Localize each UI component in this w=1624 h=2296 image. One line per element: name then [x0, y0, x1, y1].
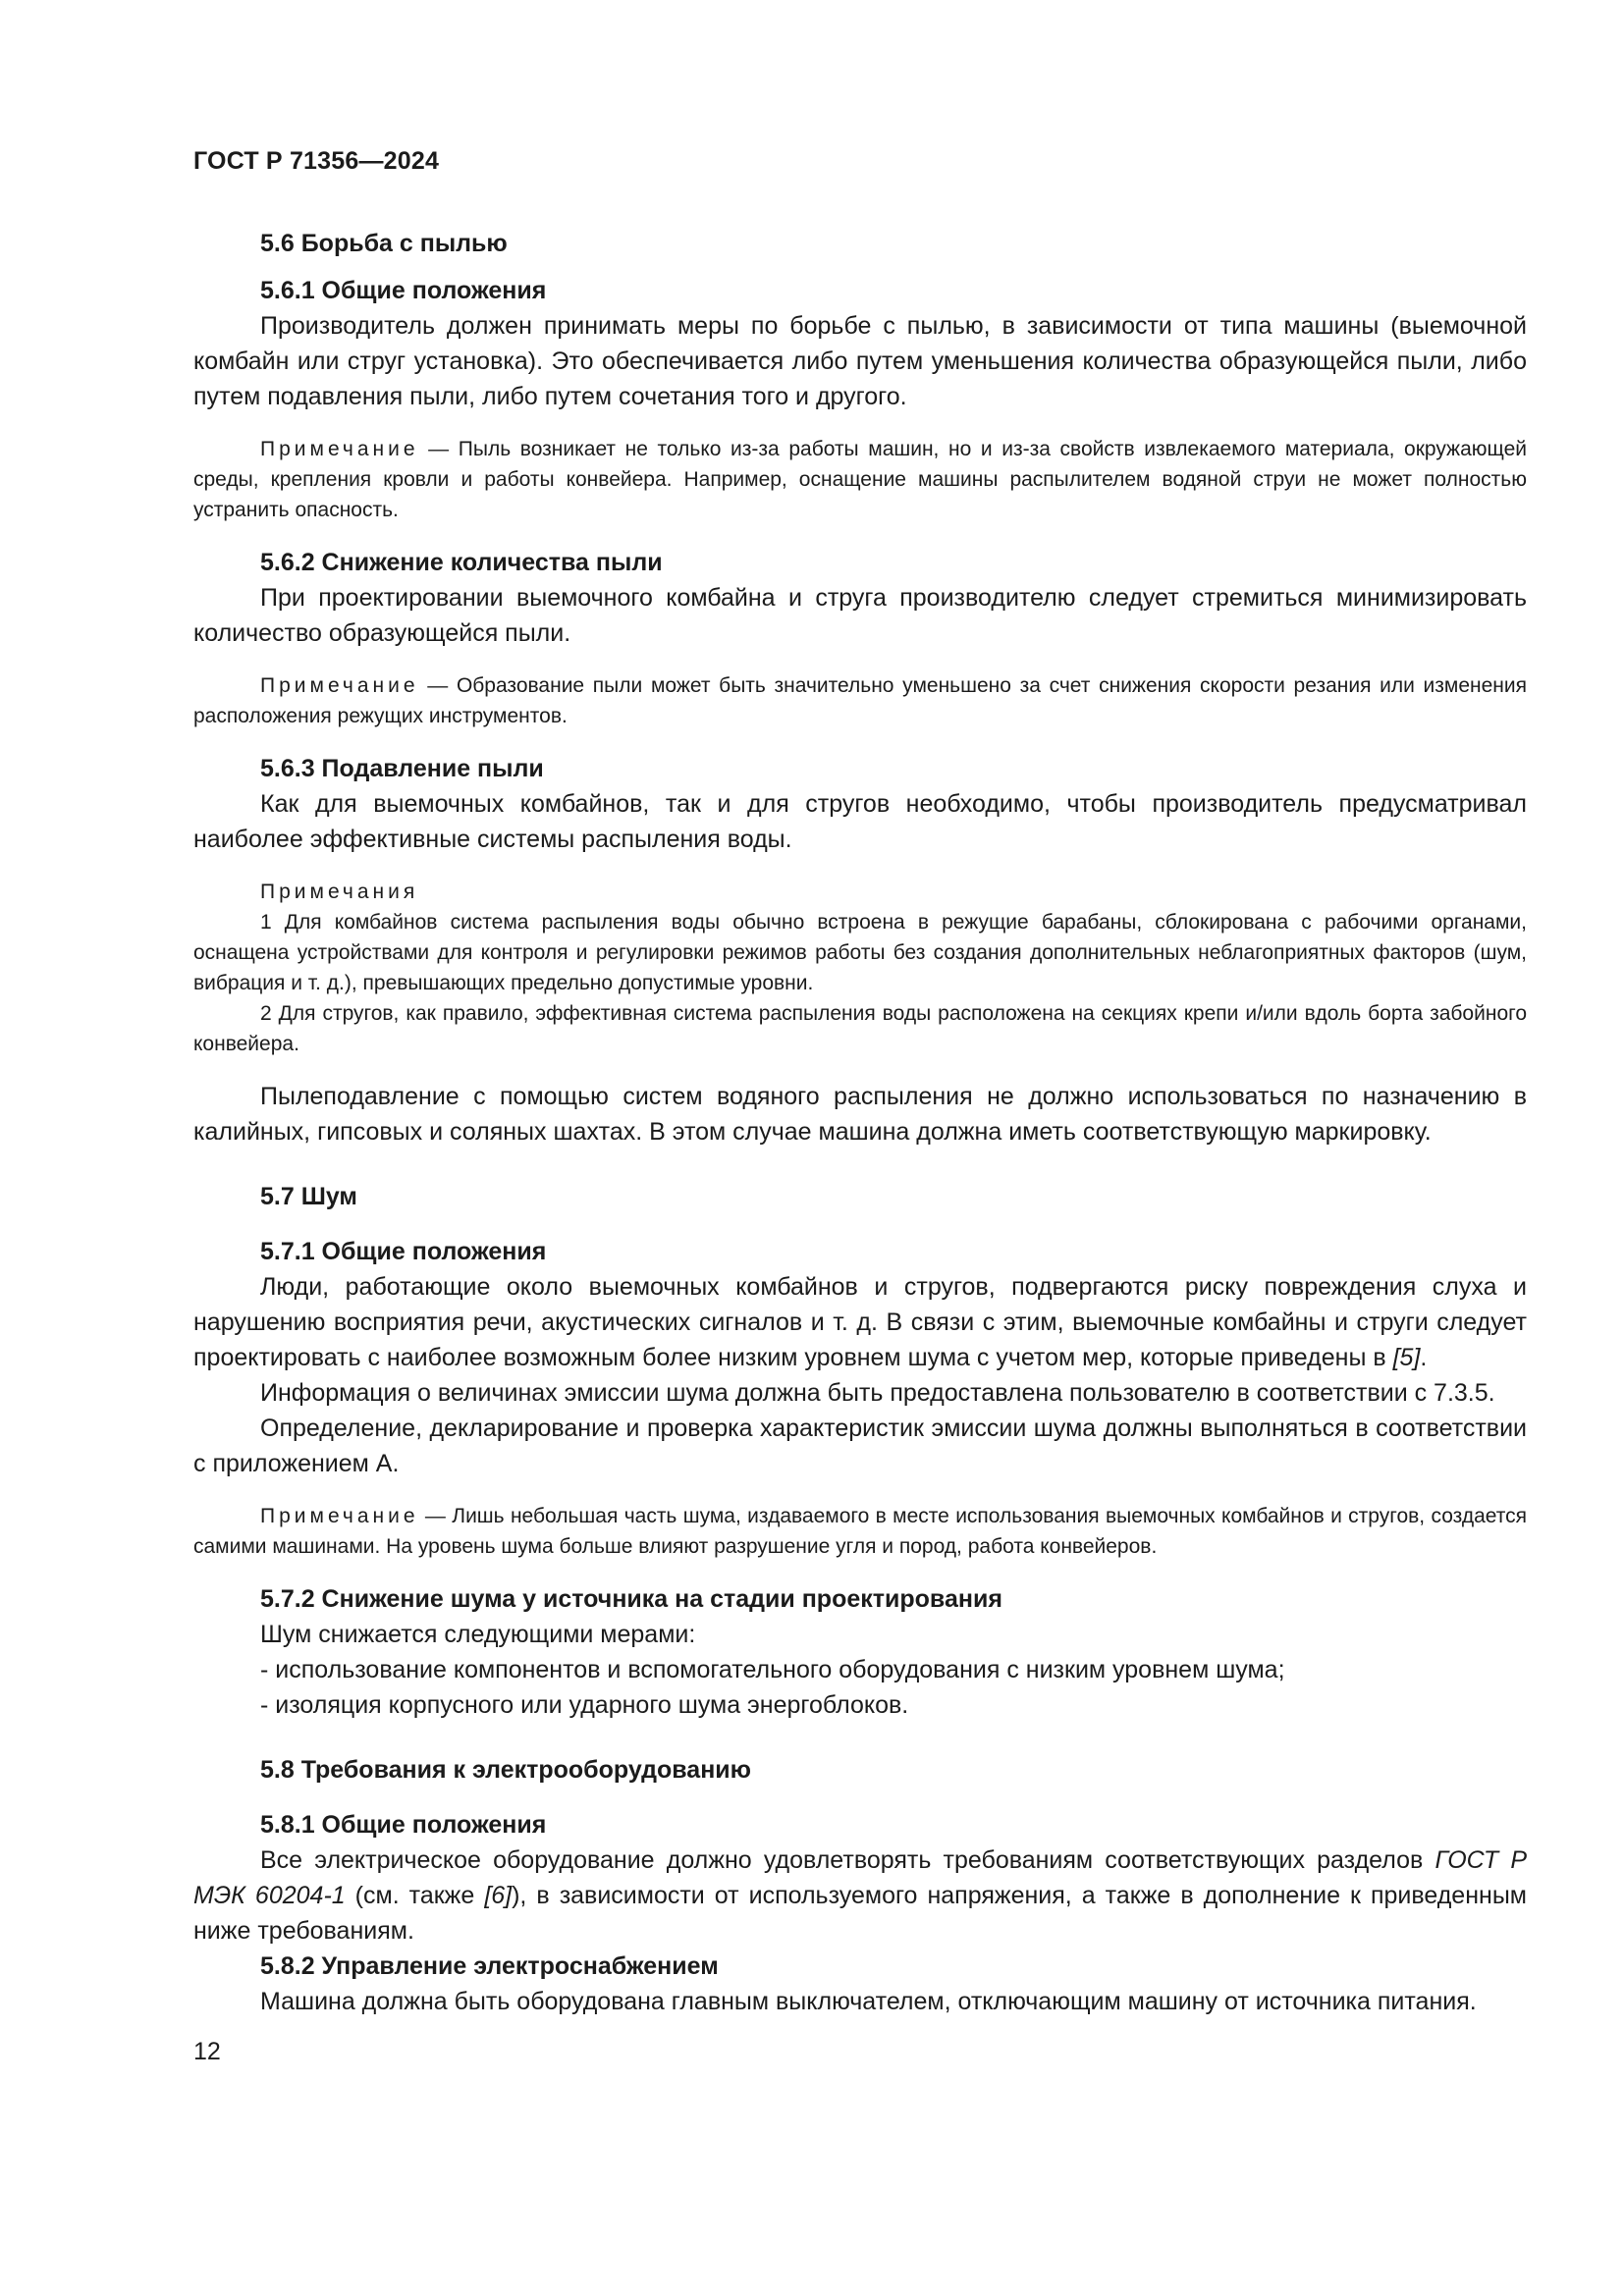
- page-content: [193, 226, 1527, 2019]
- list-item: - изоляция корпусного или ударного шума энергоблоков.: [260, 1691, 909, 1719]
- note-5-6-3-1: 1 Для комбайнов система распыления воды обычно встроена в режущие барабаны, сблокирована с рабочими органами, оснащена устройствами для контроля и регулировки режимов работы без создания дополнительных неблагоприятных факторов (шум, вибрация и т. д.), превышающих предельно допустимые уровни.: [193, 911, 1527, 994]
- section-title-5-7: 5.7 Шум: [260, 1183, 357, 1210]
- paragraph-5-8-1: [193, 1842, 1527, 1949]
- paragraph-5-6-2: При проектировании выемочного комбайна и струга производителю следует стремиться минимизировать количество образующейся пыли.: [193, 584, 1527, 647]
- note-text: — Образование пыли может быть значительно уменьшено за счет снижения скорости резания или изменения расположения режущих инструментов.: [193, 674, 1527, 727]
- paragraph-text: (см. также: [345, 1882, 485, 1909]
- page-number: 12: [193, 2038, 221, 2065]
- note-5-6-3-2: 2 Для стругов, как правило, эффективная система распыления воды расположена на секциях крепи и/или вдоль борта забойного конвейера.: [193, 1002, 1527, 1055]
- section-title-5-6-3: 5.6.3 Подавление пыли: [260, 755, 544, 782]
- section-title-5-8-2: 5.8.2 Управление электроснабжением: [260, 1952, 719, 1980]
- paragraph-text: Все электрическое оборудование должно удовлетворять требованиям соответствующих разделов: [260, 1846, 1435, 1874]
- note-label: Примечание: [260, 438, 419, 460]
- document-header: ГОСТ Р 71356—2024: [193, 147, 440, 175]
- paragraph-text: Люди, работающие около выемочных комбайнов и стругов, подвергаются риску повреждения слуха и нарушению восприятия речи, акустических сигналов и т. д. В связи с этим, выемочные комбайны и струги следует проектировать с наиболее возможным более низким уровнем шума с учетом мер, которые приведены в: [193, 1273, 1527, 1371]
- paragraph-5-7-1-a: [193, 1269, 1527, 1375]
- paragraph-5-7-1-b: Информация о величинах эмиссии шума должна быть предоставлена пользователю в соответствии с 7.3.5.: [260, 1379, 1495, 1407]
- reference-link[interactable]: [6]: [484, 1882, 513, 1909]
- paragraph-5-7-2-intro: Шум снижается следующими мерами:: [260, 1621, 696, 1648]
- note-text: — Лишь небольшая часть шума, издаваемого в месте использования выемочных комбайнов и стругов, создается самими машинами. На уровень шума больше влияют разрушение угля и пород, работа конвейеров.: [193, 1505, 1527, 1558]
- note-5-7-1: [193, 1501, 1527, 1562]
- section-title-5-6-1: 5.6.1 Общие положения: [260, 277, 547, 304]
- section-title-5-8-1: 5.8.1 Общие положения: [260, 1811, 547, 1839]
- note-5-6-2: [193, 670, 1527, 731]
- paragraph-text-end: .: [1420, 1344, 1428, 1371]
- paragraph-5-6-3: Как для выемочных комбайнов, так и для стругов необходимо, чтобы производитель предусматривал наиболее эффективные системы распыления воды.: [193, 790, 1527, 853]
- note-label: Примечание: [260, 1505, 419, 1527]
- note-label: Примечание: [260, 674, 419, 697]
- section-title-5-8: 5.8 Требования к электрооборудованию: [260, 1756, 752, 1784]
- list-item: - использование компонентов и вспомогательного оборудования с низким уровнем шума;: [260, 1656, 1285, 1683]
- section-title-5-7-2: 5.7.2 Снижение шума у источника на стадии проектирования: [260, 1585, 1002, 1613]
- section-title-5-6: 5.6 Борьба с пылью: [260, 230, 508, 257]
- note-text: — Пыль возникает не только из-за работы машин, но и из-за свойств извлекаемого материала, окружающей среды, крепления кровли и работы конвейера. Например, оснащение машины распылителем водяной струи не может полностью устранить опасность.: [193, 438, 1527, 521]
- reference-link[interactable]: [5]: [1392, 1344, 1421, 1371]
- note-5-6-1: [193, 434, 1527, 525]
- standard-reference: ГОСТ Р МЭК 60204-1: [193, 1846, 1527, 1909]
- paragraph-text: ), в зависимости от используемого напряжения, а также в дополнение к приведенным ниже требованиям.: [193, 1882, 1527, 1945]
- section-title-5-7-1: 5.7.1 Общие положения: [260, 1238, 547, 1265]
- section-title-5-6-2: 5.6.2 Снижение количества пыли: [260, 549, 663, 576]
- notes-label: Примечания: [260, 881, 419, 903]
- paragraph-5-6-3-b: Пылеподавление с помощью систем водяного распыления не должно использоваться по назначению в калийных, гипсовых и соляных шахтах. В этом случае машина должна иметь соответствующую маркировку.: [193, 1083, 1527, 1146]
- paragraph-5-6-1: Производитель должен принимать меры по борьбе с пылью, в зависимости от типа машины (выемочной комбайн или струг установка). Это обеспечивается либо путем уменьшения количества образующейся пыли, либо путем подавления пыли, либо путем сочетания того и другого.: [193, 312, 1527, 410]
- paragraph-5-8-2: Машина должна быть оборудована главным выключателем, отключающим машину от источника питания.: [260, 1988, 1477, 2015]
- paragraph-5-7-1-c: Определение, декларирование и проверка характеристик эмиссии шума должны выполняться в соответствии с приложением А.: [193, 1415, 1527, 1477]
